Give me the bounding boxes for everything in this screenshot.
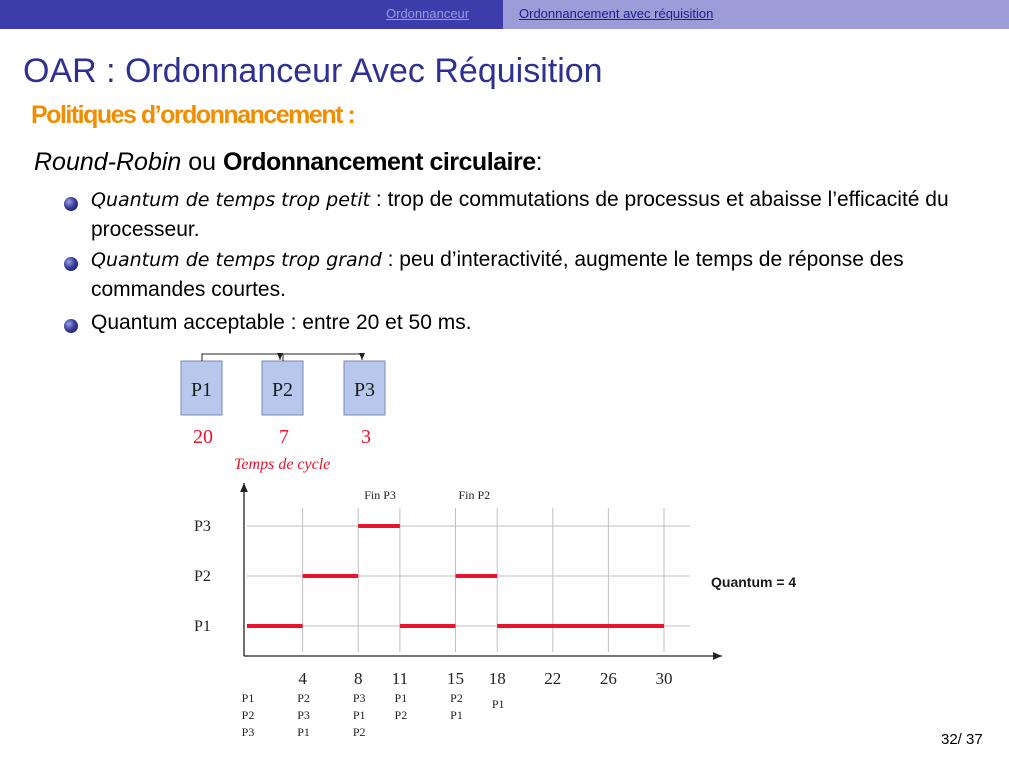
slide-title: OAR : Ordonnanceur Avec Réquisition	[23, 52, 603, 90]
x-tick-label: 18	[488, 669, 506, 688]
queue-arrow	[283, 354, 362, 361]
queue-entry: P2	[241, 708, 255, 722]
nav-link-subsection[interactable]: Ordonnancement avec réquisition	[519, 6, 714, 21]
bullet-2-text: : peu d’interactivité, augmente le temps de réponse des commandes courtes.	[91, 248, 904, 301]
queue-entry: P1	[450, 708, 463, 722]
queue-entry: P3	[297, 708, 310, 722]
heading-ou: ou	[181, 148, 224, 176]
queue-entry: P3	[352, 691, 366, 705]
page-number: 32/ 37	[941, 731, 983, 748]
queue-entry: P2	[352, 725, 366, 739]
cycle-time-value: 20	[193, 426, 213, 448]
x-tick-label: 30	[655, 669, 673, 688]
queue-entry: P2	[450, 691, 463, 705]
heading-round-robin: Round-Robin	[34, 148, 182, 176]
bullet-1-italic: Quantum de temps trop petit	[91, 189, 371, 211]
queue-entry: P1	[394, 691, 408, 705]
cycle-time-value: 7	[279, 426, 289, 448]
y-axis-label: P1	[194, 618, 211, 635]
x-tick-label: 11	[391, 669, 409, 688]
cycle-time-label: Temps de cycle	[234, 456, 331, 473]
nav-link-section[interactable]: Ordonnanceur	[386, 6, 470, 21]
queue-entry: P1	[352, 708, 366, 722]
heading-colon: :	[535, 148, 543, 176]
queue-entry: P1	[241, 691, 255, 705]
queue-entry: P1	[297, 725, 310, 739]
slide-subtitle: Politiques d’ordonnancement :	[31, 101, 355, 129]
bullet-2-italic: Quantum de temps trop grand	[91, 249, 382, 271]
bullet-3-text: Quantum acceptable : entre 20 et 50 ms.	[91, 311, 472, 334]
process-box-label: P1	[190, 379, 213, 401]
end-marker-label: Fin P2	[458, 488, 491, 502]
queue-entry: P2	[394, 708, 408, 722]
y-axis-label: P3	[194, 518, 211, 535]
end-marker-label: Fin P3	[364, 488, 396, 502]
process-box-label: P2	[271, 379, 294, 401]
y-axis-label: P2	[194, 568, 211, 585]
x-tick-label: 15	[447, 669, 464, 688]
bullet-1-text: : trop de commutations de processus et abaisse l’efficacité du processeur.	[91, 188, 949, 241]
quantum-label: Quantum = 4	[711, 574, 797, 590]
heading-ordonnancement-circulaire: Ordonnancement circulaire	[223, 148, 536, 176]
process-box-label: P3	[353, 379, 376, 401]
x-tick-label: 22	[544, 669, 562, 688]
queue-entry: P2	[297, 691, 310, 705]
queue-entry: P1	[491, 697, 505, 711]
x-tick-label: 4	[298, 669, 307, 688]
queue-arrow	[202, 354, 280, 361]
cycle-time-value: 3	[361, 426, 371, 448]
queue-entry: P3	[241, 725, 255, 739]
x-tick-label: 8	[353, 669, 363, 688]
x-tick-label: 26	[599, 669, 617, 688]
